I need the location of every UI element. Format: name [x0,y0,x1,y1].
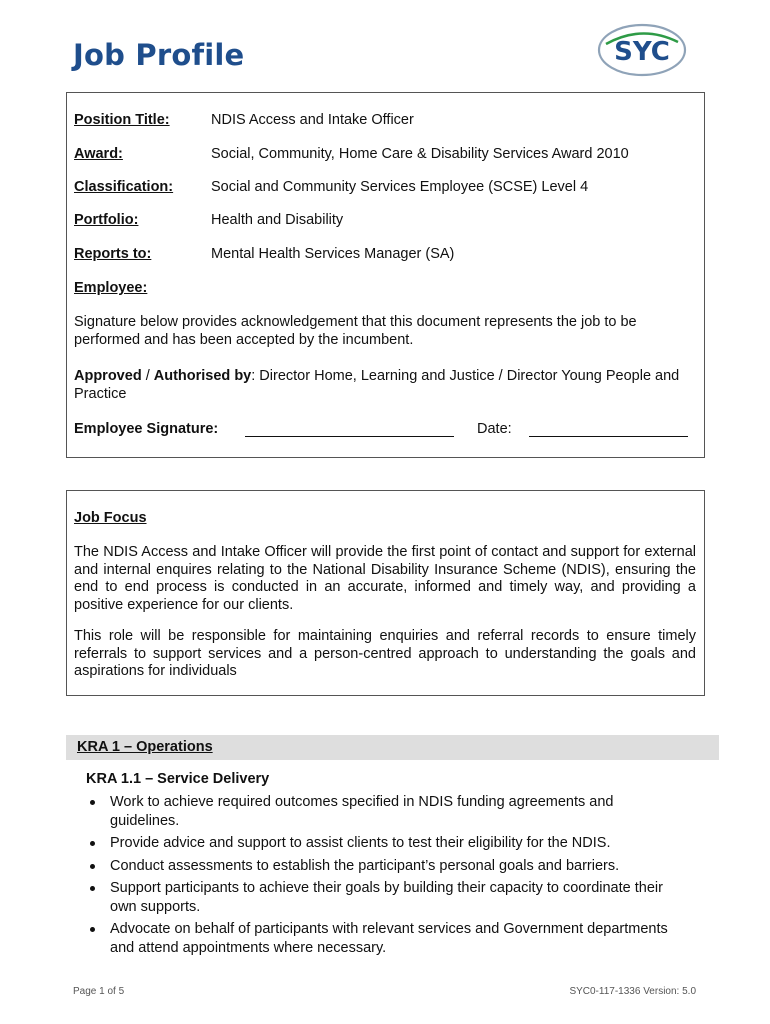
acknowledgement-text: Signature below provides acknowledgement that this document represents the job to be performed and has been accepted by the incumbent. [74,314,637,348]
kra-subtitle: KRA 1.1 – Service Delivery [86,771,270,787]
kra-title: KRA 1 – Operations [77,739,213,755]
list-item: Support participants to achieve their goals by building their capacity to coordinate their own supports. [86,879,686,916]
job-focus-box [66,490,705,696]
page-title: Job Profile [73,38,245,72]
classification-label: Classification: [74,179,174,195]
reports-to-value: Mental Health Services Manager (SA) [211,246,455,262]
date-label: Date: [477,421,512,437]
list-item: Work to achieve required outcomes specified in NDIS funding agreements and guidelines. [86,793,686,830]
employee-signature-label: Employee Signature: [74,421,219,437]
page-number: Page 1 of 5 [73,986,125,997]
signature-line[interactable] [245,436,454,437]
approved-separator: / [141,368,154,384]
logo-text: SYC [614,37,670,67]
authorised-label: Authorised by [153,368,252,384]
position-details-box [66,92,705,458]
date-line[interactable] [529,436,688,437]
employee-label: Employee: [74,280,148,296]
position-title-value: NDIS Access and Intake Officer [211,112,414,128]
list-item: Advocate on behalf of participants with relevant services and Government departments and attend appointments where necessary. [86,920,686,957]
kra-bullet-list [86,793,686,961]
document-reference: SYC0-117-1336 Version: 5.0 [569,986,696,997]
kra-section-header [66,735,719,760]
award-label: Award: [74,146,123,162]
position-title-label: Position Title: [74,112,170,128]
approved-by-value: : Director Home, Learning and Justice / Director Young People and Practice [74,368,680,402]
portfolio-value: Health and Disability [211,212,344,228]
list-item: Provide advice and support to assist clients to test their eligibility for the NDIS. [86,834,686,853]
approved-label: Approved [74,368,142,384]
syc-logo [596,22,688,78]
approved-by-text [74,368,696,403]
classification-value: Social and Community Services Employee (SCSE) Level 4 [211,179,589,195]
award-value: Social, Community, Home Care & Disability Services Award 2010 [211,146,629,162]
job-focus-heading: Job Focus [74,510,147,526]
list-item: Conduct assessments to establish the participant’s personal goals and barriers. [86,857,686,876]
portfolio-label: Portfolio: [74,212,139,228]
reports-to-label: Reports to: [74,246,152,262]
job-focus-paragraph-1: The NDIS Access and Intake Officer will provide the first point of contact and support for external and internal enquires relating to the National Disability Insurance Scheme (NDIS), ensuring the end to end process is conducted in an accurate, informed and timely way, and providing a positive experience for our clients. [74,544,696,613]
job-focus-paragraph-2: This role will be responsible for maintaining enquiries and referral records to ensure timely referrals to support services and a person-centred approach to understanding the goals and aspirations for individuals [74,628,696,679]
